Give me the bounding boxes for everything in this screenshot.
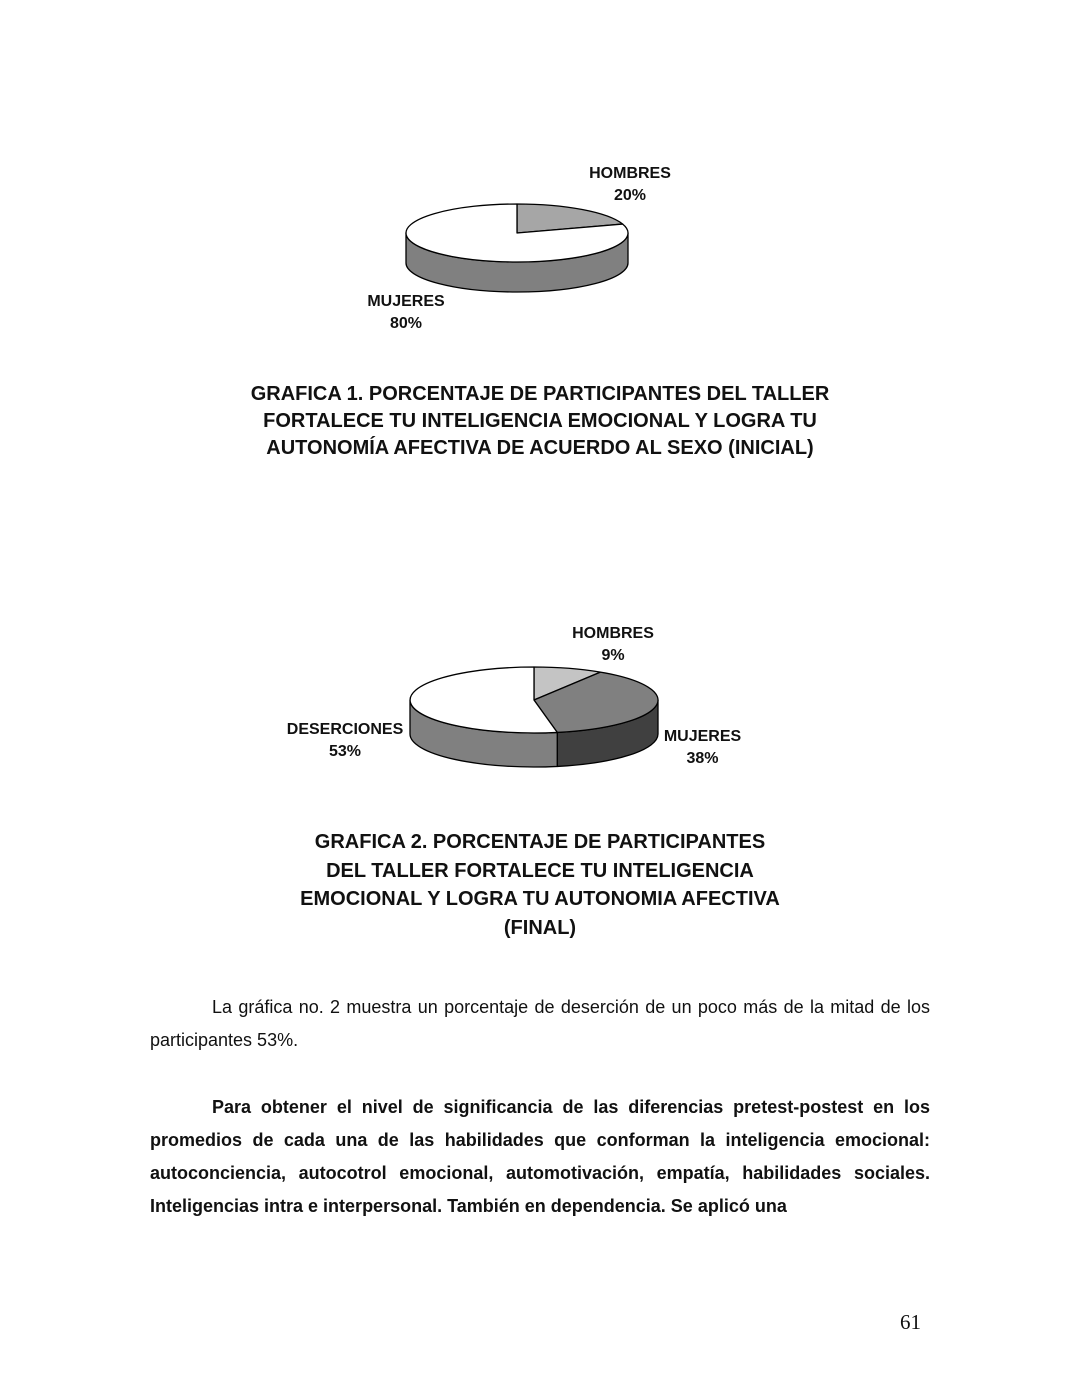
- chart2-label-mujeres: MUJERES 38%: [663, 728, 742, 767]
- chart1-caption: GRAFICA 1. PORCENTAJE DE PARTICIPANTES DEL TALLER FORTALECE TU INTELIGENCIA EMOCIONAL Y LOGRA TU AUTONOMÍA AFECTIVA DE ACUERDO AL SEXO (INICIAL): [250, 383, 830, 459]
- paragraph-1: La gráfica no. 2 muestra un porcentaje de deserción de un poco más de la mitad de los participantes 53%.: [150, 997, 930, 1050]
- chart2-caption: GRAFICA 2. PORCENTAJE DE PARTICIPANTES DEL TALLER FORTALECE TU INTELIGENCIA EMOCIONAL Y LOGRA TU AUTONOMIA AFECTIVA (FINAL): [300, 831, 780, 939]
- page-number: 61: [900, 1310, 921, 1334]
- chart2-label-hombres: HOMBRES 9%: [572, 625, 654, 664]
- chart1-label-hombres: HOMBRES 20%: [589, 165, 671, 204]
- chart2-label-deserciones: DESERCIONES 53%: [286, 721, 404, 760]
- chart1-label-mujeres: MUJERES 80%: [367, 293, 445, 332]
- paragraph-2: Para obtener el nivel de significancia de las diferencias pretest-postest en los promedios de cada una de las habilidades que conforman la inteligencia emocional: autoconciencia, autocotrol emocional, automotivación, empatía, habilidades sociales. Inteligencias intra e interpersonal. También en dependencia. Se aplicó una: [150, 1097, 930, 1216]
